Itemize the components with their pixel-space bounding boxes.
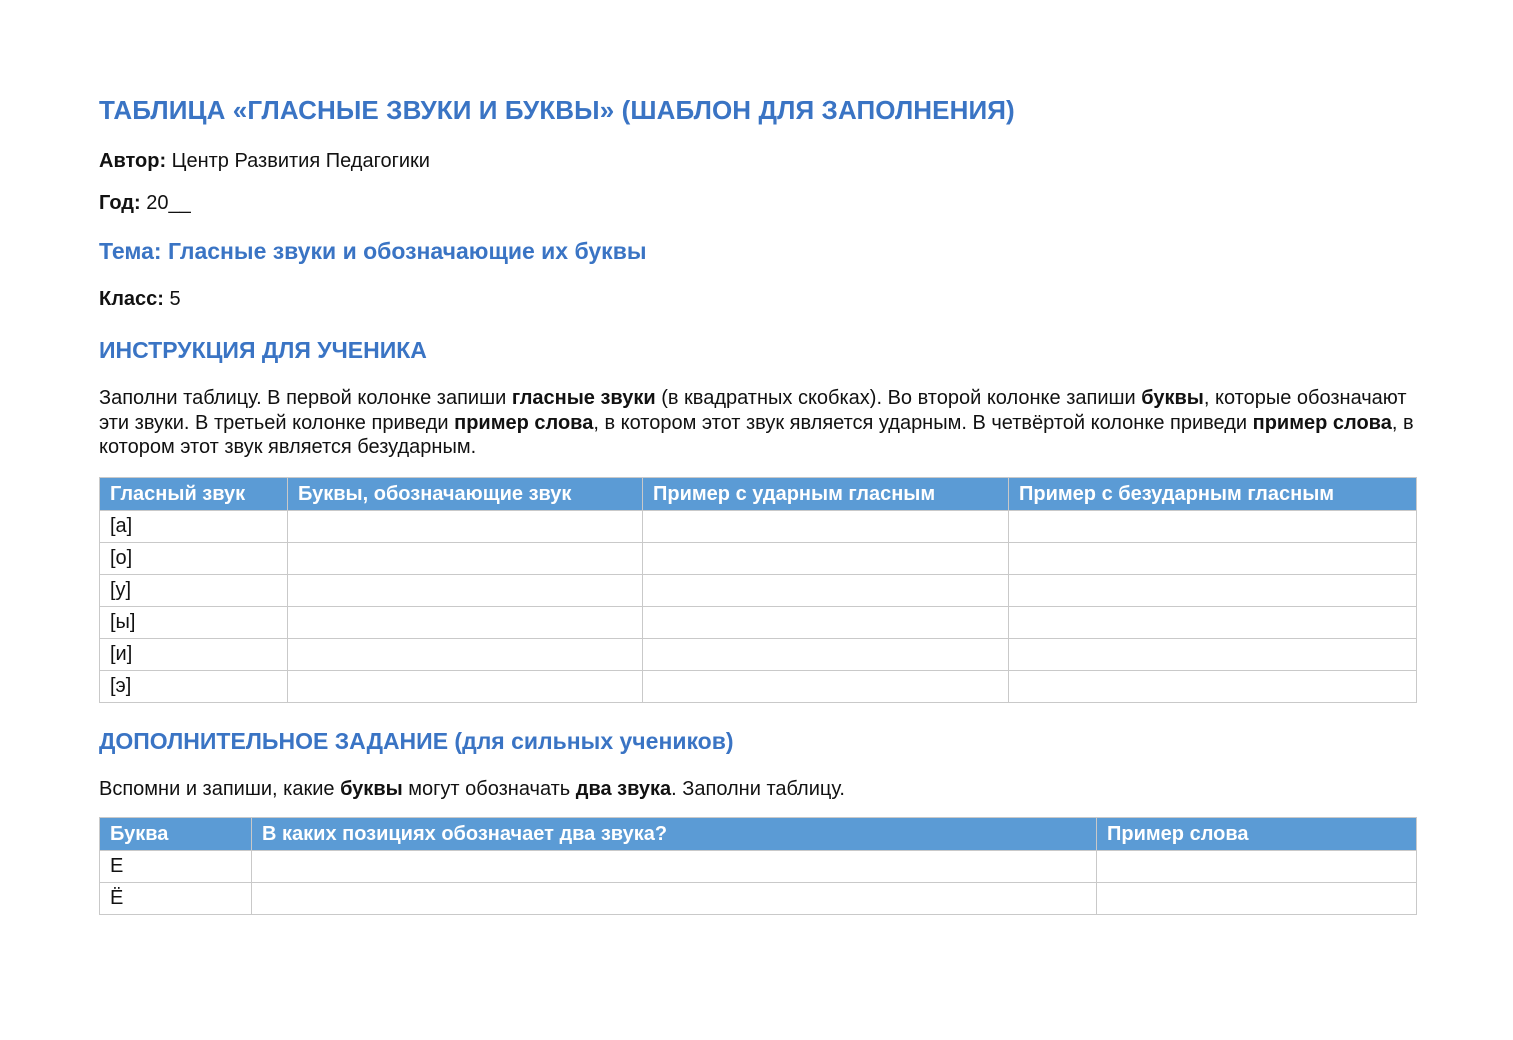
letter-cell: Ё [100, 883, 252, 915]
stressed-example-cell[interactable] [643, 575, 1009, 607]
unstressed-example-cell[interactable] [1009, 575, 1417, 607]
instruction-bold-part: буквы [1141, 387, 1204, 409]
unstressed-example-cell[interactable] [1009, 671, 1417, 703]
vowels-table [99, 477, 1417, 703]
stressed-example-cell[interactable] [643, 639, 1009, 671]
table-row [100, 671, 1417, 703]
unstressed-example-cell[interactable] [1009, 543, 1417, 575]
year-label: Год: [99, 192, 141, 214]
letters-cell[interactable] [288, 543, 643, 575]
extra-bold-part: два звука [575, 778, 672, 800]
column-header: Буква [100, 818, 252, 851]
instruction-text-part: , которые обозначают эти звуки. В третьей колонке приведи [99, 387, 1407, 434]
table-row [100, 607, 1417, 639]
letters-cell[interactable] [288, 511, 643, 543]
sound-cell: [ы] [100, 607, 288, 639]
table-row [100, 883, 1417, 915]
positions-cell[interactable] [252, 851, 1097, 883]
table-row [100, 543, 1417, 575]
unstressed-example-cell[interactable] [1009, 607, 1417, 639]
sound-cell: [а] [100, 511, 288, 543]
sound-cell: [у] [100, 575, 288, 607]
table-header-row [100, 818, 1417, 851]
instruction-text-part: Заполни таблицу. В первой колонке запиши [99, 387, 512, 409]
unstressed-example-cell[interactable] [1009, 511, 1417, 543]
table-row [100, 851, 1417, 883]
extra-task-heading: ДОПОЛНИТЕЛЬНОЕ ЗАДАНИЕ (для сильных учеников) [99, 728, 734, 754]
author-line [99, 150, 430, 173]
year-line [99, 192, 191, 215]
extra-task-text [99, 777, 1416, 802]
instruction-heading: ИНСТРУКЦИЯ ДЛЯ УЧЕНИКА [99, 337, 427, 363]
table-header-row [100, 478, 1417, 511]
unstressed-example-cell[interactable] [1009, 639, 1417, 671]
table-row [100, 639, 1417, 671]
extra-text-part: Вспомни и запиши, какие [99, 778, 341, 800]
letters-table [99, 817, 1417, 915]
author-value: Центр Развития Педагогики [171, 150, 430, 172]
column-header: Пример с безударным гласным [1009, 478, 1417, 511]
instruction-text [99, 386, 1416, 460]
instruction-text-part: (в квадратных скобках). Во второй колонке запиши [655, 387, 1142, 409]
extra-text-part: могут обозначать [402, 778, 576, 800]
letters-cell[interactable] [288, 671, 643, 703]
column-header: Пример с ударным гласным [643, 478, 1009, 511]
topic-heading: Тема: Гласные звуки и обозначающие их буквы [99, 238, 647, 264]
extra-bold-part: буквы [340, 778, 403, 800]
sound-cell: [и] [100, 639, 288, 671]
grade-label: Класс: [99, 288, 164, 310]
stressed-example-cell[interactable] [643, 543, 1009, 575]
stressed-example-cell[interactable] [643, 671, 1009, 703]
letters-cell[interactable] [288, 575, 643, 607]
stressed-example-cell[interactable] [643, 511, 1009, 543]
instruction-text-part: , в котором этот звук является ударным. В четвёртой колонке приведи [593, 411, 1253, 434]
example-word-cell[interactable] [1097, 851, 1417, 883]
table-row [100, 575, 1417, 607]
stressed-example-cell[interactable] [643, 607, 1009, 639]
example-word-cell[interactable] [1097, 883, 1417, 915]
positions-cell[interactable] [252, 883, 1097, 915]
instruction-text-part: , в котором этот звук является безударным. [99, 411, 1414, 458]
column-header: Пример слова [1097, 818, 1417, 851]
column-header: Буквы, обозначающие звук [288, 478, 643, 511]
sound-cell: [о] [100, 543, 288, 575]
letters-cell[interactable] [288, 607, 643, 639]
column-header: В каких позициях обозначает два звука? [252, 818, 1097, 851]
year-value: 20__ [146, 192, 191, 214]
table-row [100, 511, 1417, 543]
instruction-bold-part: пример слова [454, 411, 594, 434]
document-title: ТАБЛИЦА «ГЛАСНЫЕ ЗВУКИ И БУКВЫ» (ШАБЛОН ДЛЯ ЗАПОЛНЕНИЯ) [99, 95, 1015, 125]
letter-cell: Е [100, 851, 252, 883]
instruction-bold-part: гласные звуки [511, 387, 656, 409]
grade-line [99, 288, 181, 311]
sound-cell: [э] [100, 671, 288, 703]
column-header: Гласный звук [100, 478, 288, 511]
grade-value: 5 [169, 288, 181, 310]
letters-cell[interactable] [288, 639, 643, 671]
extra-text-part: . Заполни таблицу. [671, 778, 845, 800]
instruction-bold-part: пример слова [1252, 411, 1392, 434]
author-label: Автор: [99, 150, 167, 172]
